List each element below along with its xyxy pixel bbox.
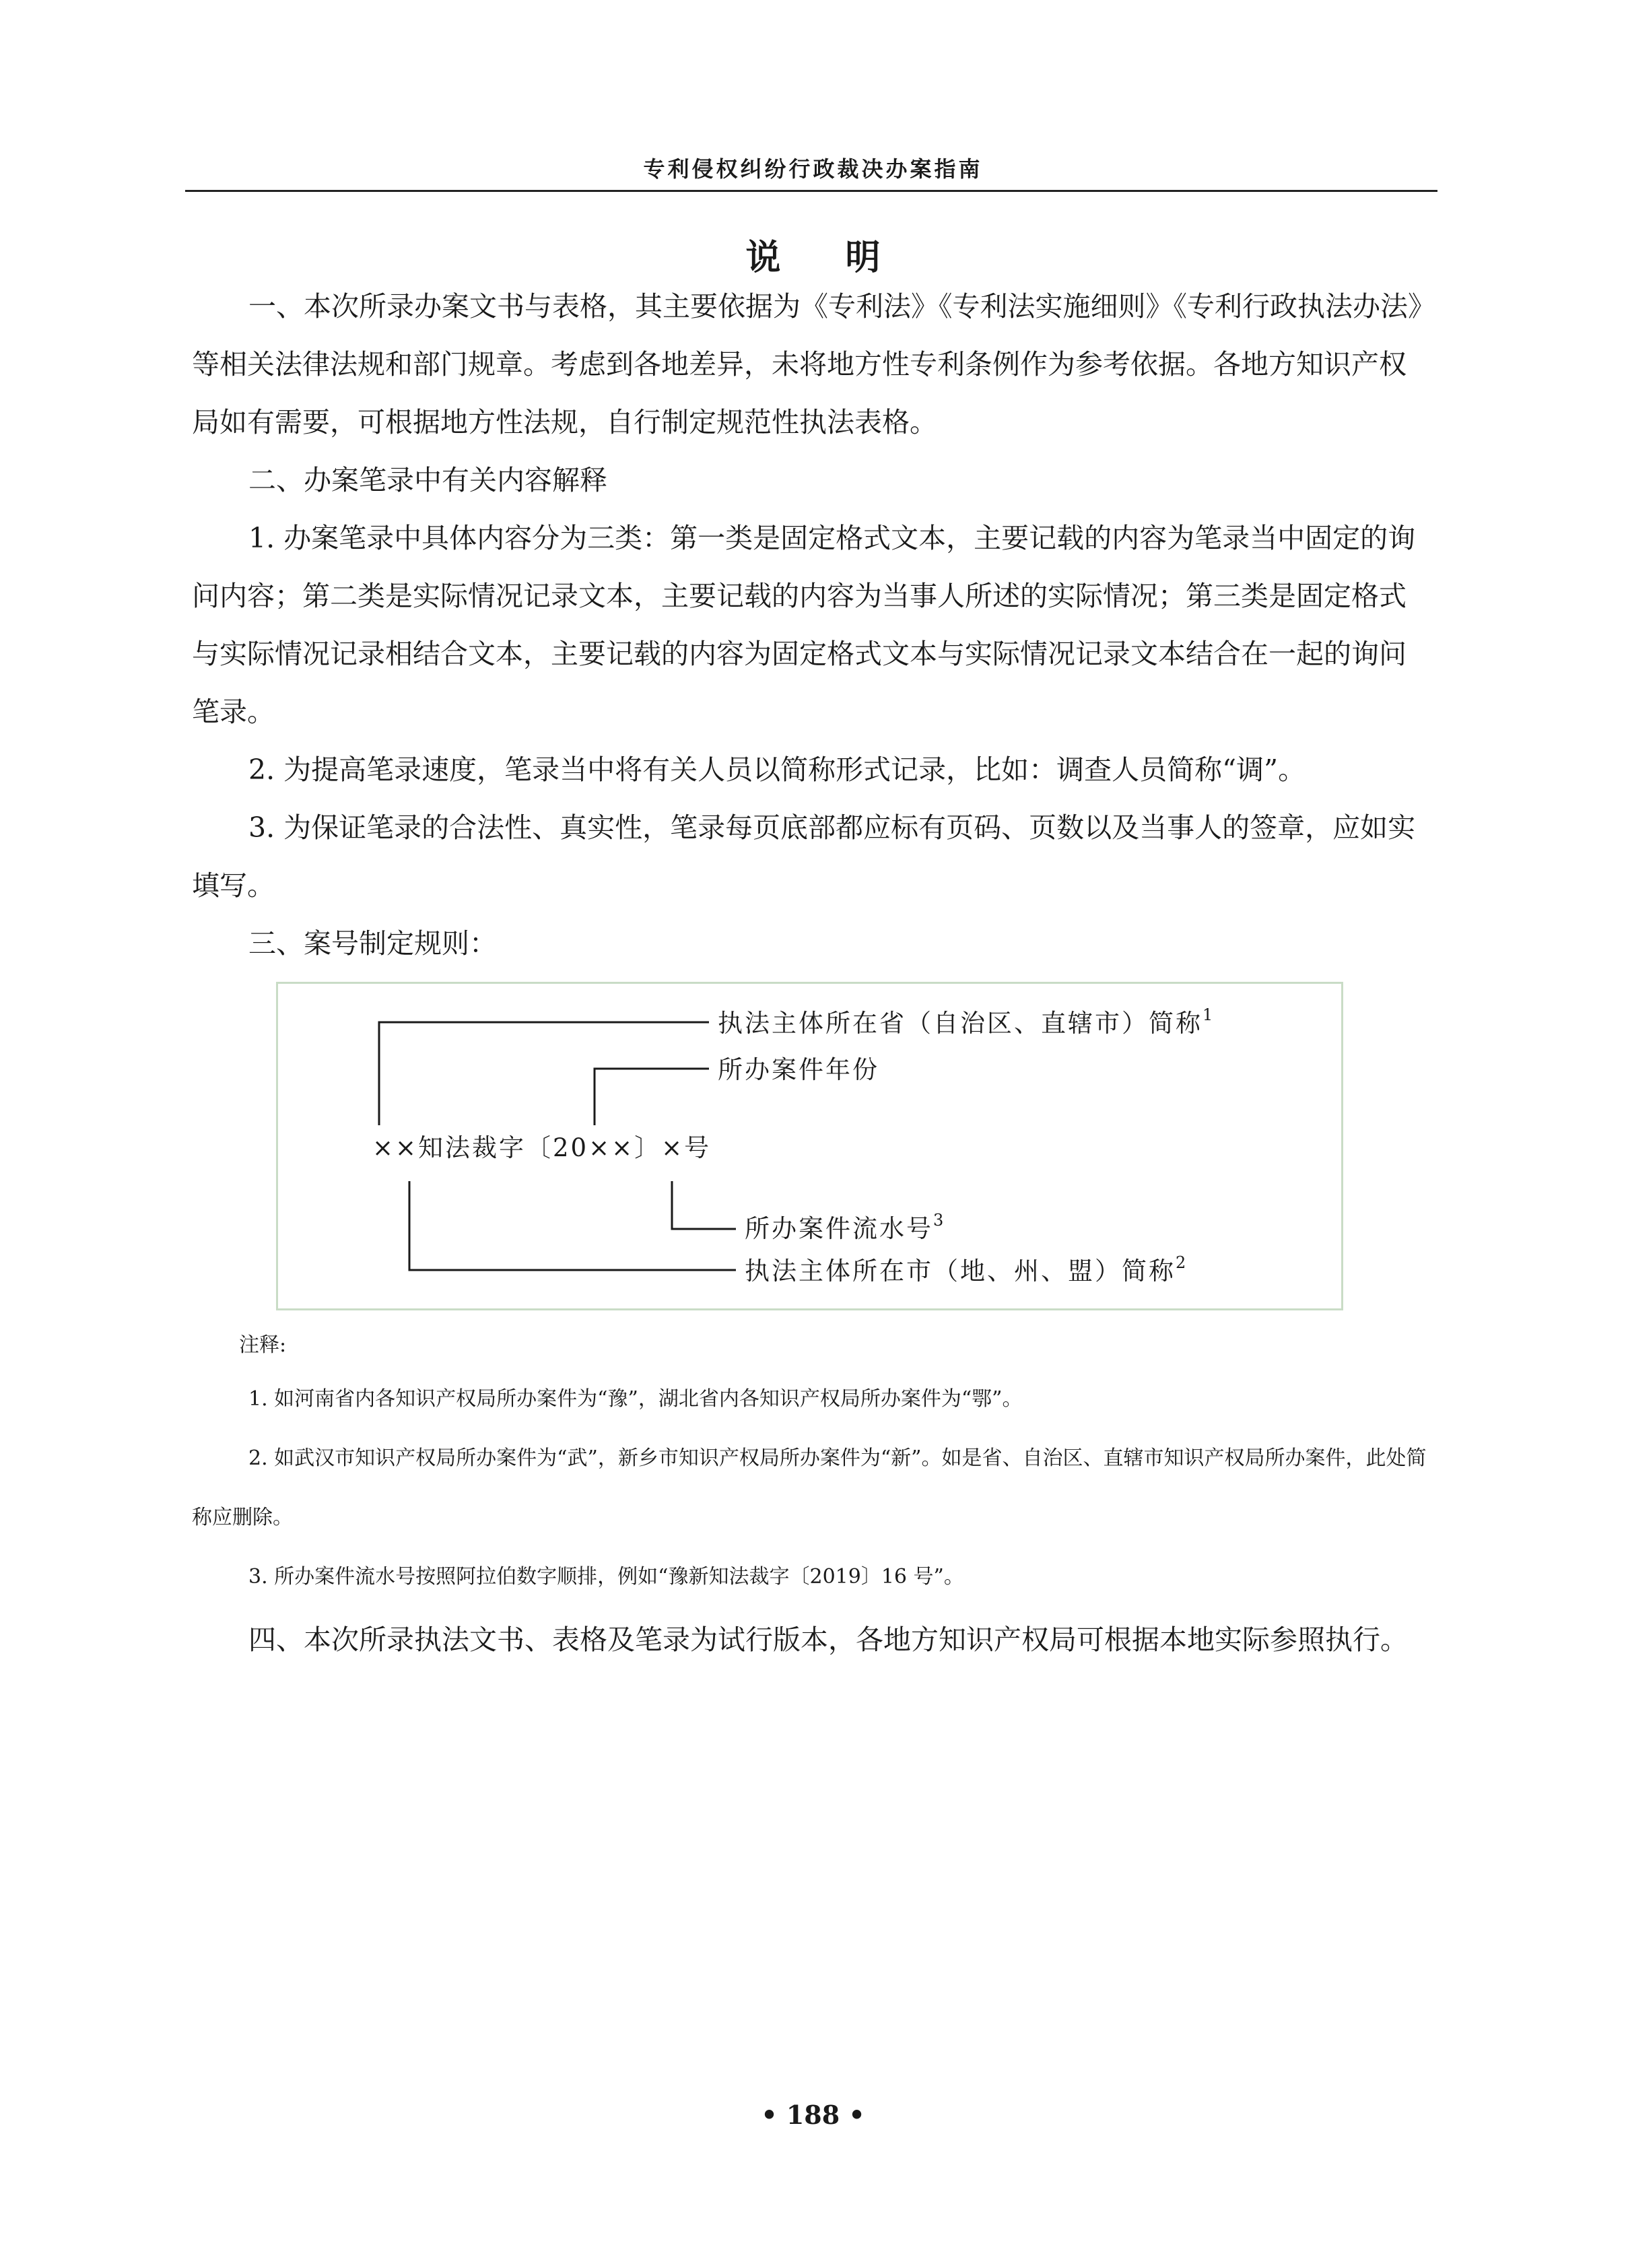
section-3-heading: 三、案号制定规则： (248, 927, 497, 960)
note-2: 2. 如武汉市知识产权局所办案件为“武”，新乡市知识产权局所办案件为“新”。如是省、自治区、直辖市知识产权局所办案件，此处简称应删除。 (192, 1446, 1427, 1529)
page-title: 说明 (745, 237, 945, 278)
case-number-diagram (276, 982, 1343, 1310)
label-year: 所办案件年份 (718, 1055, 879, 1084)
note-1: 1. 如河南省内各知识产权局所办案件为“豫”，湖北省内各知识产权局所办案件为“鄂”。 (248, 1387, 1023, 1411)
running-header: 专利侵权纠纷行政裁决办案指南 (643, 156, 983, 182)
connector-province (379, 1022, 709, 1125)
label-city: 执法主体所在市（地、州、盟）简称$^2$ (745, 1253, 1188, 1286)
section-2-heading: 二、办案笔录中有关内容解释 (248, 464, 607, 496)
section-4-paragraph: 四、本次所录执法文书、表格及笔录为试行版本，各地方知识产权局可根据本地实际参照执行。 (248, 1624, 1408, 1656)
label-province: 执法主体所在省（自治区、直辖市）简称$^1$ (718, 1005, 1215, 1038)
page-number: • 188 • (761, 2100, 865, 2130)
connector-city (409, 1181, 736, 1270)
section-2-item-3: 3. 为保证笔录的合法性、真实性，笔录每页底部都应标有页码、页数以及当事人的签章，应如实填写。 (192, 811, 1416, 902)
section-1-paragraph: 一、本次所录办案文书与表格，其主要依据为《专利法》《专利法实施细则》《专利行政执法办法》等相关法律法规和部门规章。考虑到各地差异，未将地方性专利条例作为参考依据。各地方知识产权局如有需要，可根据地方性法规，自行制定规范性执法表格。 (192, 290, 1422, 438)
notes-heading: 注释: (239, 1333, 287, 1357)
note-3: 3. 所办案件流水号按照阿拉伯数字顺排，例如“豫新知法裁字〔2019〕16 号”。 (248, 1565, 964, 1589)
section-2-item-1: 1. 办案笔录中具体内容分为三类：第一类是固定格式文本，主要记载的内容为笔录当中固定的询问内容；第二类是实际情况记录文本，主要记载的内容为当事人所述的实际情况；第三类是固定格式与实际情况记录相结合文本，主要记载的内容为固定格式文本与实际情况记录文本结合在一起的询问笔录。 (192, 522, 1416, 728)
label-serial: 所办案件流水号$^3$ (745, 1210, 946, 1243)
header-rule (185, 190, 1437, 192)
section-2-item-2: 2. 为提高笔录速度，笔录当中将有关人员以简称形式记录，比如：调查人员简称“调”。 (248, 754, 1306, 786)
connector-serial (672, 1181, 736, 1229)
case-number-format: ××知法裁字〔20××〕×号 (372, 1133, 712, 1162)
connector-year (595, 1069, 709, 1125)
